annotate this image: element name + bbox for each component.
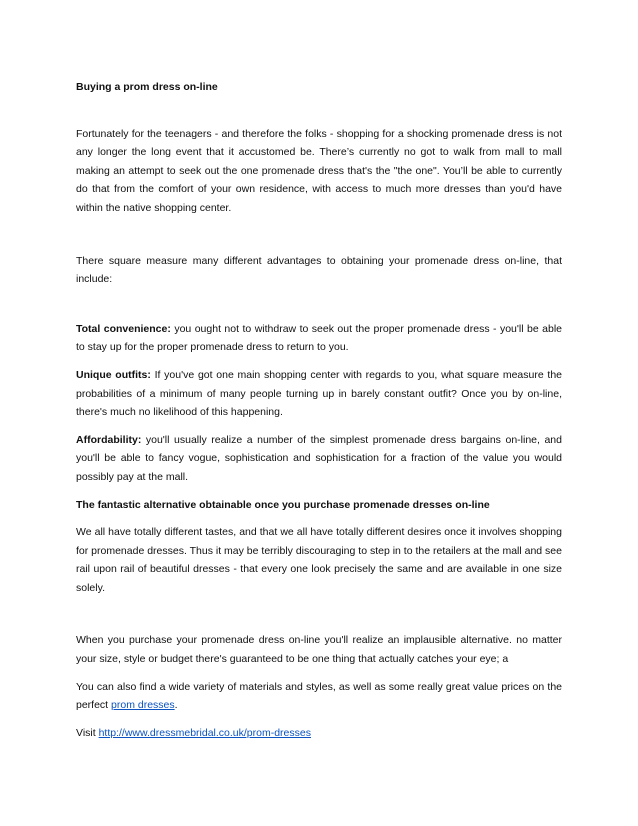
advantage-text: you ought not to withdraw to seek out the proper promenade dress - you'll be able to stay up for the proper promenade dress to return to you. [76,322,563,354]
advantages-intro-paragraph: There square measure many different advantages to obtaining your promenade dress on-line, that include: [76,254,562,286]
variety-end: . [174,699,178,712]
advantage-text: If you've got one main shopping center with regards to you, what square measure the probabilities of a minimum of many people turning up in barely constant outfit? Once you by on-line, there's much no likelihood of this happening. [76,368,562,419]
advantage-text: you'll usually realize a number of the simplest promenade dress bargains on-line, and you'll be able to fancy vogue, sophistication and sophistication for a fraction of the value you would possibly pay at the mall. [76,433,562,483]
advantage-item-affordability [76,431,562,487]
advantage-label: Unique outfits: [76,368,151,381]
visit-label: Visit [76,726,99,739]
visit-paragraph [76,724,562,743]
advantage-item-outfits [76,366,562,422]
variety-text: You can also find a wide variety of materials and styles, as well as some really great value prices on the perfect [76,680,562,712]
tastes-paragraph: We all have totally different tastes, and that we all have totally different desires once it involves shopping for promenade dresses. Thus it may be terribly discouraging to step in to the retailers at the mall and see rail upon rail of beautiful dresses - that every one look precisely the same and are available in one size solely. [76,526,562,594]
prom-dresses-link[interactable]: prom dresses [111,699,175,712]
section-heading: The fantastic alternative obtainable once you purchase promenade dresses on-line [76,498,490,511]
variety-paragraph [76,678,562,715]
document-title: Buying a prom dress on-line [76,81,218,93]
website-link[interactable]: http://www.dressmebridal.co.uk/prom-dresses [98,726,311,739]
advantage-item-convenience [76,320,562,357]
advantage-label: Total convenience: [76,322,171,335]
purchase-paragraph: When you purchase your promenade dress on-line you'll realize an implausible alternative. no matter your size, style or budget there's guaranteed to be one thing that actually catches your eye; a [76,634,562,666]
intro-paragraph: Fortunately for the teenagers - and therefore the folks - shopping for a shocking promenade dress is not any longer the long event that it accustomed be. There’s currently no got to walk from mall to mall making an attempt to seek out the one promenade dress that's the "the one". You’ll be able to currently do that from the comfort of your own residence, with access to much more dresses than you'd have within the native shopping center. [76,127,562,214]
document-body [76,78,562,751]
advantage-label: Affordability: [76,433,142,446]
